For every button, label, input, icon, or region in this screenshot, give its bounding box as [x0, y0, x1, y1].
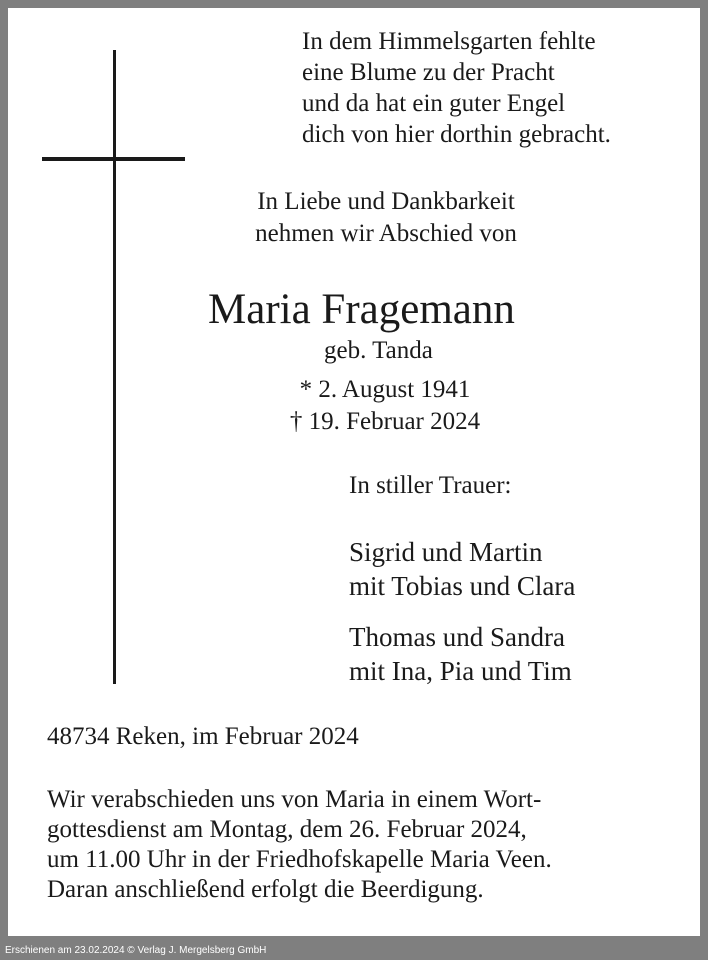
family-line: Thomas und Sandra [349, 622, 565, 652]
service-line: Wir verabschieden uns von Maria in einem Wort- [47, 786, 542, 813]
birth-date: * 2. August 1941 [299, 376, 471, 403]
maiden-name: geb. Tanda [324, 337, 433, 364]
publication-footer: Erschienen am 23.02.2024 © Verlag J. Mergelsberg GmbH [5, 945, 267, 956]
poem-line: und da hat ein guter Engel [302, 90, 566, 117]
cross-horizontal-bar [42, 157, 185, 161]
service-line: Daran anschließend erfolgt die Beerdigung. [47, 876, 484, 903]
death-date: † 19. Februar 2024 [289, 408, 481, 435]
intro-line: In Liebe und Dankbarkeit [257, 188, 515, 215]
life-dates [280, 374, 490, 438]
obituary-card [8, 8, 700, 936]
place-and-date: 48734 Reken, im Februar 2024 [47, 723, 359, 750]
family-group-1 [349, 535, 575, 603]
family-line: Sigrid und Martin [349, 537, 543, 567]
cross-vertical-bar [113, 50, 116, 684]
poem-line: In dem Himmelsgarten fehlte [302, 28, 596, 55]
family-line: mit Ina, Pia und Tim [349, 656, 572, 686]
service-notice [47, 785, 552, 905]
poem-line: dich von hier dorthin gebracht. [302, 121, 611, 148]
poem [302, 26, 611, 150]
poem-line: eine Blume zu der Pracht [302, 59, 555, 86]
intro-line: nehmen wir Abschied von [255, 220, 517, 247]
deceased-name: Maria Fragemann [208, 286, 515, 333]
service-line: um 11.00 Uhr in der Friedhofskapelle Maria Veen. [47, 846, 552, 873]
family-group-2 [349, 620, 572, 688]
service-line: gottesdienst am Montag, dem 26. Februar 2024, [47, 816, 527, 843]
family-line: mit Tobias und Clara [349, 571, 576, 601]
mourning-heading: In stiller Trauer: [349, 472, 512, 499]
intro-text [236, 186, 536, 250]
